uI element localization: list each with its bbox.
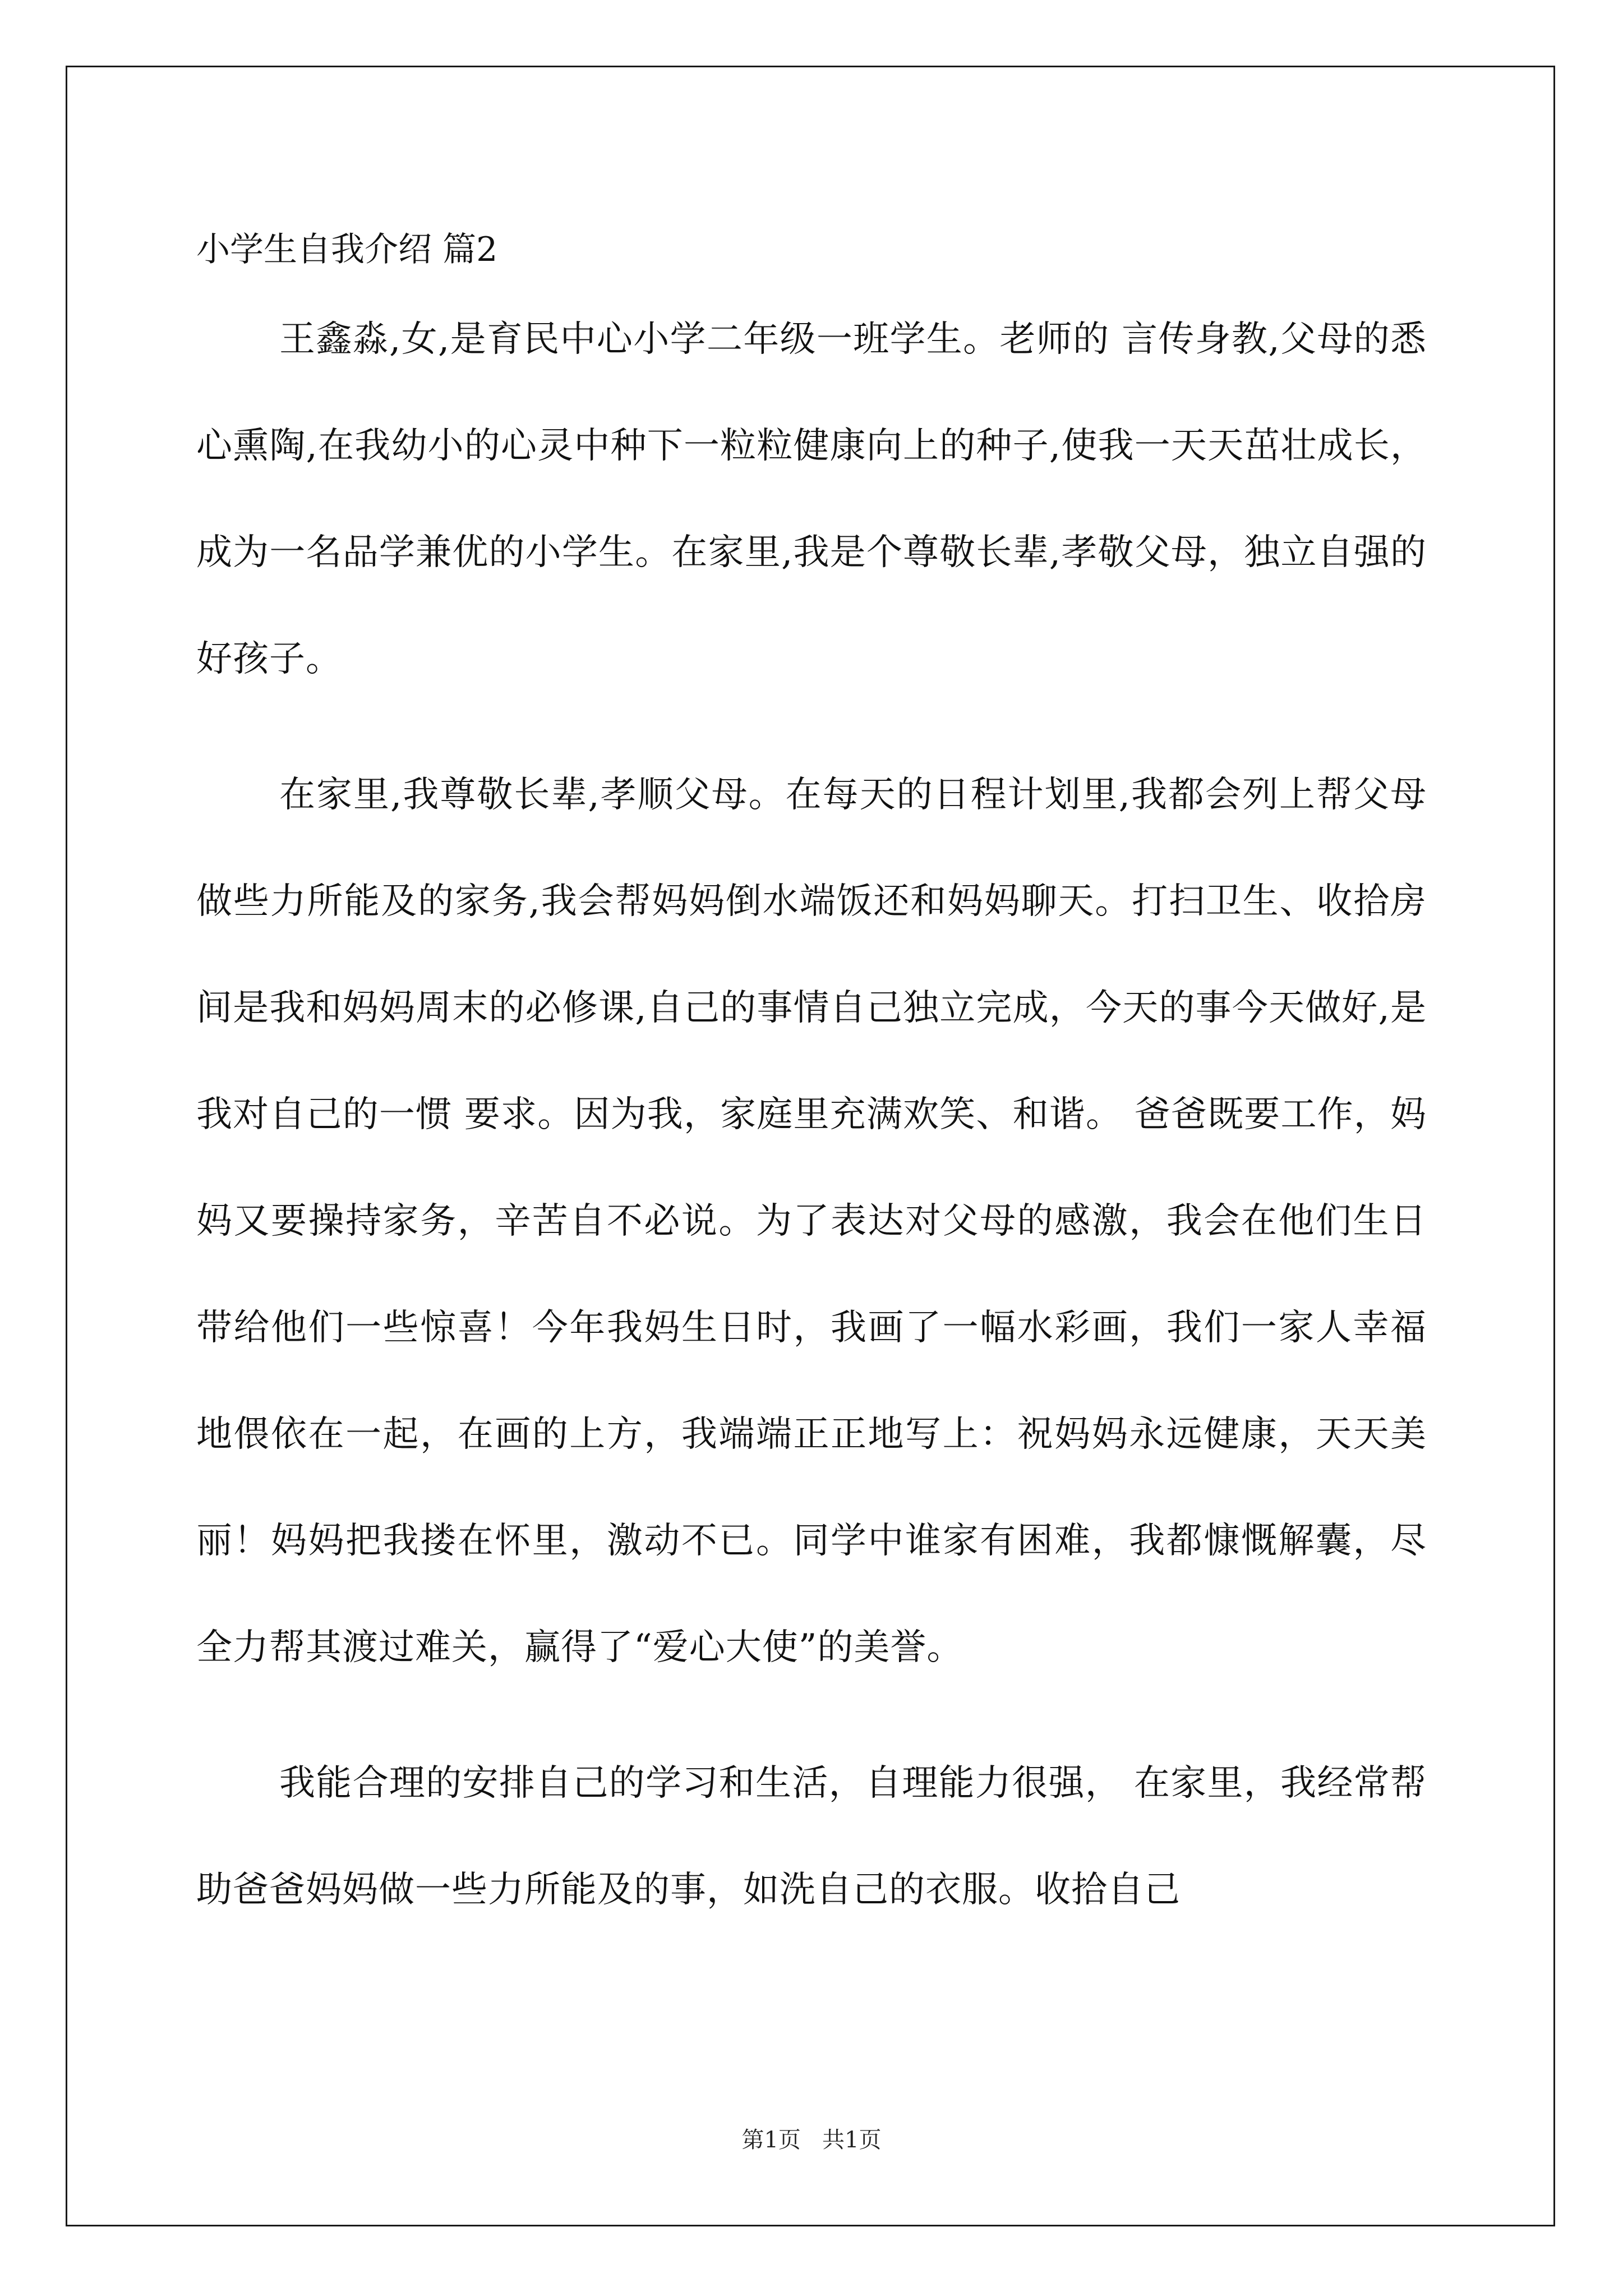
paragraph-2: 在家里,我尊敬长辈,孝顺父母。在每天的日程计划里,我都会列上帮父母做些力所能及的家务,我会帮妈妈倒水端饭还和妈妈聊天。打扫卫生、收拾房间是我和妈妈周末的必修课,自己的事情自己独立完成，今天的事今天做好,是我对自己的一惯 要求。因为我，家庭里充满欢笑、和谐。 爸爸既要工作，妈妈又要操持家务，辛苦自不必说。为了表达对父母的感激，我会在他们生日带给他们一些惊喜！今年我妈生日时，我画了一幅水彩画，我们一家人幸福地偎依在一起，在画的上方，我端端正正地写上：祝妈妈永远健康，天天美丽！妈妈把我搂在怀里，激动不已。同学中谁家有困难，我都慷慨解囊，尽全力帮其渡过难关，赢得了“爱心大使”的美誉。 [196, 774, 1427, 1668]
paragraph-1: 王鑫淼,女,是育民中心小学二年级一班学生。老师的 言传身教,父母的悉心熏陶,在我幼小的心灵中种下一粒粒健康向上的种子,使我一天天茁壮成长，成为一名品学兼优的小学生。在家里,我是个尊敬长辈,孝敬父母，独立自强的好孩子。 [196, 319, 1427, 680]
paragraph-3: 我能合理的安排自己的学习和生活，自理能力很强， 在家里，我经常帮助爸爸妈妈做一些力所能及的事，如洗自己的衣服。收拾自己 [196, 1763, 1427, 1911]
document-title: 小学生自我介绍 篇2 [196, 230, 498, 269]
page-number-footer: 第1页 共1页 [741, 2127, 882, 2153]
document-body [196, 286, 1427, 1972]
